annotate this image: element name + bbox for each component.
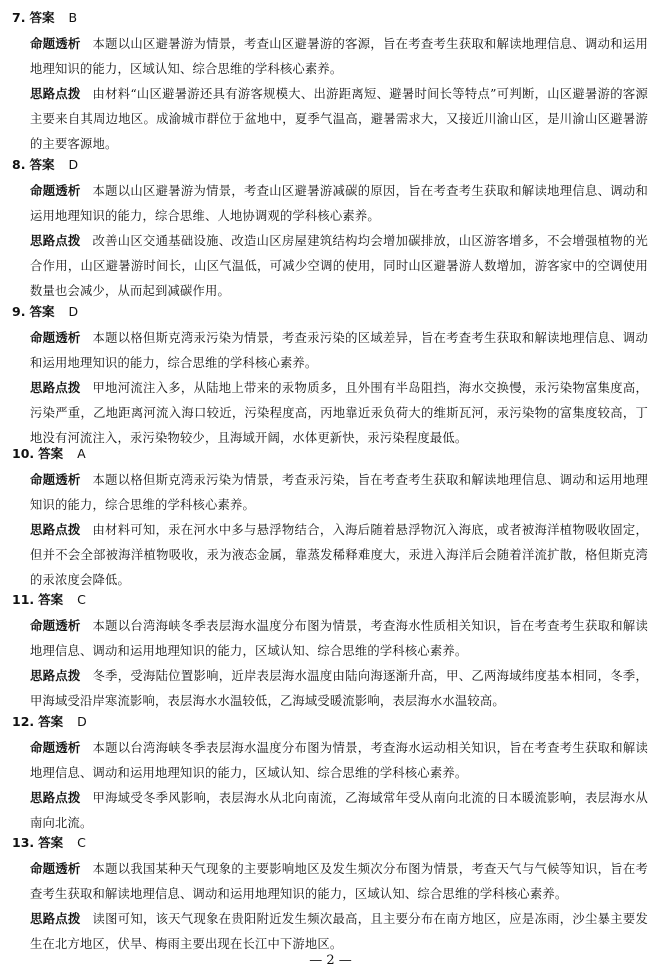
intent-text: 本题以格但斯克湾汞污染为情景，考查汞污染的区域差异，旨在考查考生获取和解读地理信息、调动和运用地理知识的能力，综合思维的学科核心素养。 — [30, 331, 648, 370]
analysis-label: 思路点拨 — [30, 522, 81, 537]
answer-label: 答案 — [38, 714, 64, 729]
analysis-paragraph — [30, 663, 648, 714]
question-number: 12. — [12, 714, 35, 729]
question-number: 13. — [12, 835, 35, 850]
analysis-text: 由材料“山区避暑游还具有游客规模大、出游距离短、避暑时间长等特点”可判断，山区避暑游的客源主要来自其周边地区。成渝城市群位于盆地中，夏季气温高，避暑需求大，又接近川渝山区，是川渝山区避暑游的主要客源地。 — [30, 87, 648, 151]
intent-text: 本题以台湾海峡冬季表层海水温度分布图为情景，考查海水运动相关知识，旨在考查考生获取和解读地理信息、调动和运用地理知识的能力，区域认知、综合思维的学科核心素养。 — [30, 741, 648, 780]
answer-label: 答案 — [38, 592, 64, 607]
intent-label: 命题透析 — [30, 330, 81, 345]
answer-line — [12, 590, 86, 610]
intent-label: 命题透析 — [30, 472, 81, 487]
intent-text: 本题以山区避暑游为情景，考查山区避暑游的客源，旨在考查考生获取和解读地理信息、调动和运用地理知识的能力，区域认知、综合思维的学科核心素养。 — [30, 37, 648, 76]
answer-line — [12, 833, 86, 853]
analysis-paragraph — [30, 228, 648, 304]
answer-value: D — [68, 304, 79, 319]
answer-label: 答案 — [38, 835, 64, 850]
intent-paragraph — [30, 178, 648, 229]
intent-text: 本题以山区避暑游为情景，考查山区避暑游减碳的原因，旨在考查考生获取和解读地理信息、调动和运用地理知识的能力，综合思维、人地协调观的学科核心素养。 — [30, 184, 648, 223]
page-number: — 2 — — [309, 953, 352, 968]
answer-label: 答案 — [29, 157, 55, 172]
analysis-text: 读图可知，该天气现象在贵阳附近发生频次最高，且主要分布在南方地区，应是冻雨，沙尘暴主要发生在北方地区，伏旱、梅雨主要出现在长江中下游地区。 — [30, 912, 648, 951]
answer-line — [12, 155, 78, 175]
answer-value: A — [77, 446, 86, 461]
analysis-paragraph — [30, 906, 648, 957]
answer-value: D — [68, 157, 79, 172]
analysis-label: 思路点拨 — [30, 911, 81, 926]
answer-value: B — [68, 10, 78, 25]
analysis-text: 改善山区交通基础设施、改造山区房屋建筑结构均会增加碳排放，山区游客增多，不会增强植物的光合作用，山区避暑游时间长，山区气温低，可减少空调的使用，同时山区避暑游人数增加，游客家中的空调使用数量也会减少，从而起到减碳作用。 — [30, 234, 648, 298]
intent-paragraph — [30, 735, 648, 786]
intent-paragraph — [30, 467, 648, 518]
answer-line — [12, 444, 86, 464]
answer-value: D — [77, 714, 87, 729]
question-number: 7. — [12, 10, 26, 25]
question-number: 8. — [12, 157, 26, 172]
answer-label: 答案 — [29, 304, 55, 319]
answer-line — [12, 302, 78, 322]
intent-text: 本题以台湾海峡冬季表层海水温度分布图为情景，考查海水性质相关知识，旨在考查考生获取和解读地理信息、调动和运用地理知识的能力，区域认知、综合思维的学科核心素养。 — [30, 619, 648, 658]
question-number: 10. — [12, 446, 35, 461]
intent-label: 命题透析 — [30, 36, 81, 51]
question-number: 9. — [12, 304, 26, 319]
answer-value: C — [77, 592, 86, 607]
intent-text: 本题以我国某种天气现象的主要影响地区及发生频次分布图为情景，考查天气与气候等知识，旨在考查考生获取和解读地理信息、调动和运用地理知识的能力，区域认知、综合思维的学科核心素养。 — [30, 862, 648, 901]
analysis-paragraph — [30, 81, 648, 157]
analysis-text: 甲地河流注入多，从陆地上带来的汞物质多，且外围有半岛阻挡，海水交换慢，汞污染物富集度高，污染严重，乙地距离河流入海口较近，污染程度高，丙地靠近汞负荷大的维斯瓦河，汞污染物的富集度较高，丁地没有河流注入，汞污染物较少，且海域开阔，水体更新快，汞污染程度最低。 — [30, 381, 648, 445]
intent-label: 命题透析 — [30, 618, 81, 633]
analysis-label: 思路点拨 — [30, 86, 81, 101]
analysis-paragraph — [30, 517, 648, 593]
answer-label: 答案 — [38, 446, 64, 461]
analysis-paragraph — [30, 375, 648, 451]
intent-paragraph — [30, 613, 648, 664]
analysis-label: 思路点拨 — [30, 233, 81, 248]
intent-label: 命题透析 — [30, 183, 81, 198]
analysis-text: 由材料可知，汞在河水中多与悬浮物结合，入海后随着悬浮物沉入海底，或者被海洋植物吸收固定，但并不会全部被海洋植物吸收，汞为液态金属，靠蒸发稀释难度大，汞进入海洋后会随着洋流扩散，格但斯克湾的汞浓度会降低。 — [30, 523, 648, 587]
intent-paragraph — [30, 31, 648, 82]
question-number: 11. — [12, 592, 35, 607]
intent-label: 命题透析 — [30, 740, 81, 755]
analysis-label: 思路点拨 — [30, 668, 81, 683]
answer-label: 答案 — [29, 10, 55, 25]
intent-label: 命题透析 — [30, 861, 81, 876]
answer-line — [12, 712, 87, 732]
analysis-label: 思路点拨 — [30, 790, 81, 805]
analysis-text: 冬季，受海陆位置影响，近岸表层海水温度由陆向海逐渐升高，甲、乙两海域纬度基本相同，冬季，甲海域受沿岸寒流影响，表层海水水温较低，乙海域受暖流影响，表层海水水温较高。 — [30, 669, 648, 708]
analysis-text: 甲海域受冬季风影响，表层海水从北向南流，乙海域常年受从南向北流的日本暖流影响，表层海水从南向北流。 — [30, 791, 648, 830]
intent-paragraph — [30, 325, 648, 376]
analysis-label: 思路点拨 — [30, 380, 81, 395]
intent-text: 本题以格但斯克湾汞污染为情景，考查汞污染，旨在考查考生获取和解读地理信息、调动和运用地理知识的能力，综合思维的学科核心素养。 — [30, 473, 648, 512]
analysis-paragraph — [30, 785, 648, 836]
intent-paragraph — [30, 856, 648, 907]
answer-value: C — [77, 835, 86, 850]
answer-line — [12, 8, 77, 28]
